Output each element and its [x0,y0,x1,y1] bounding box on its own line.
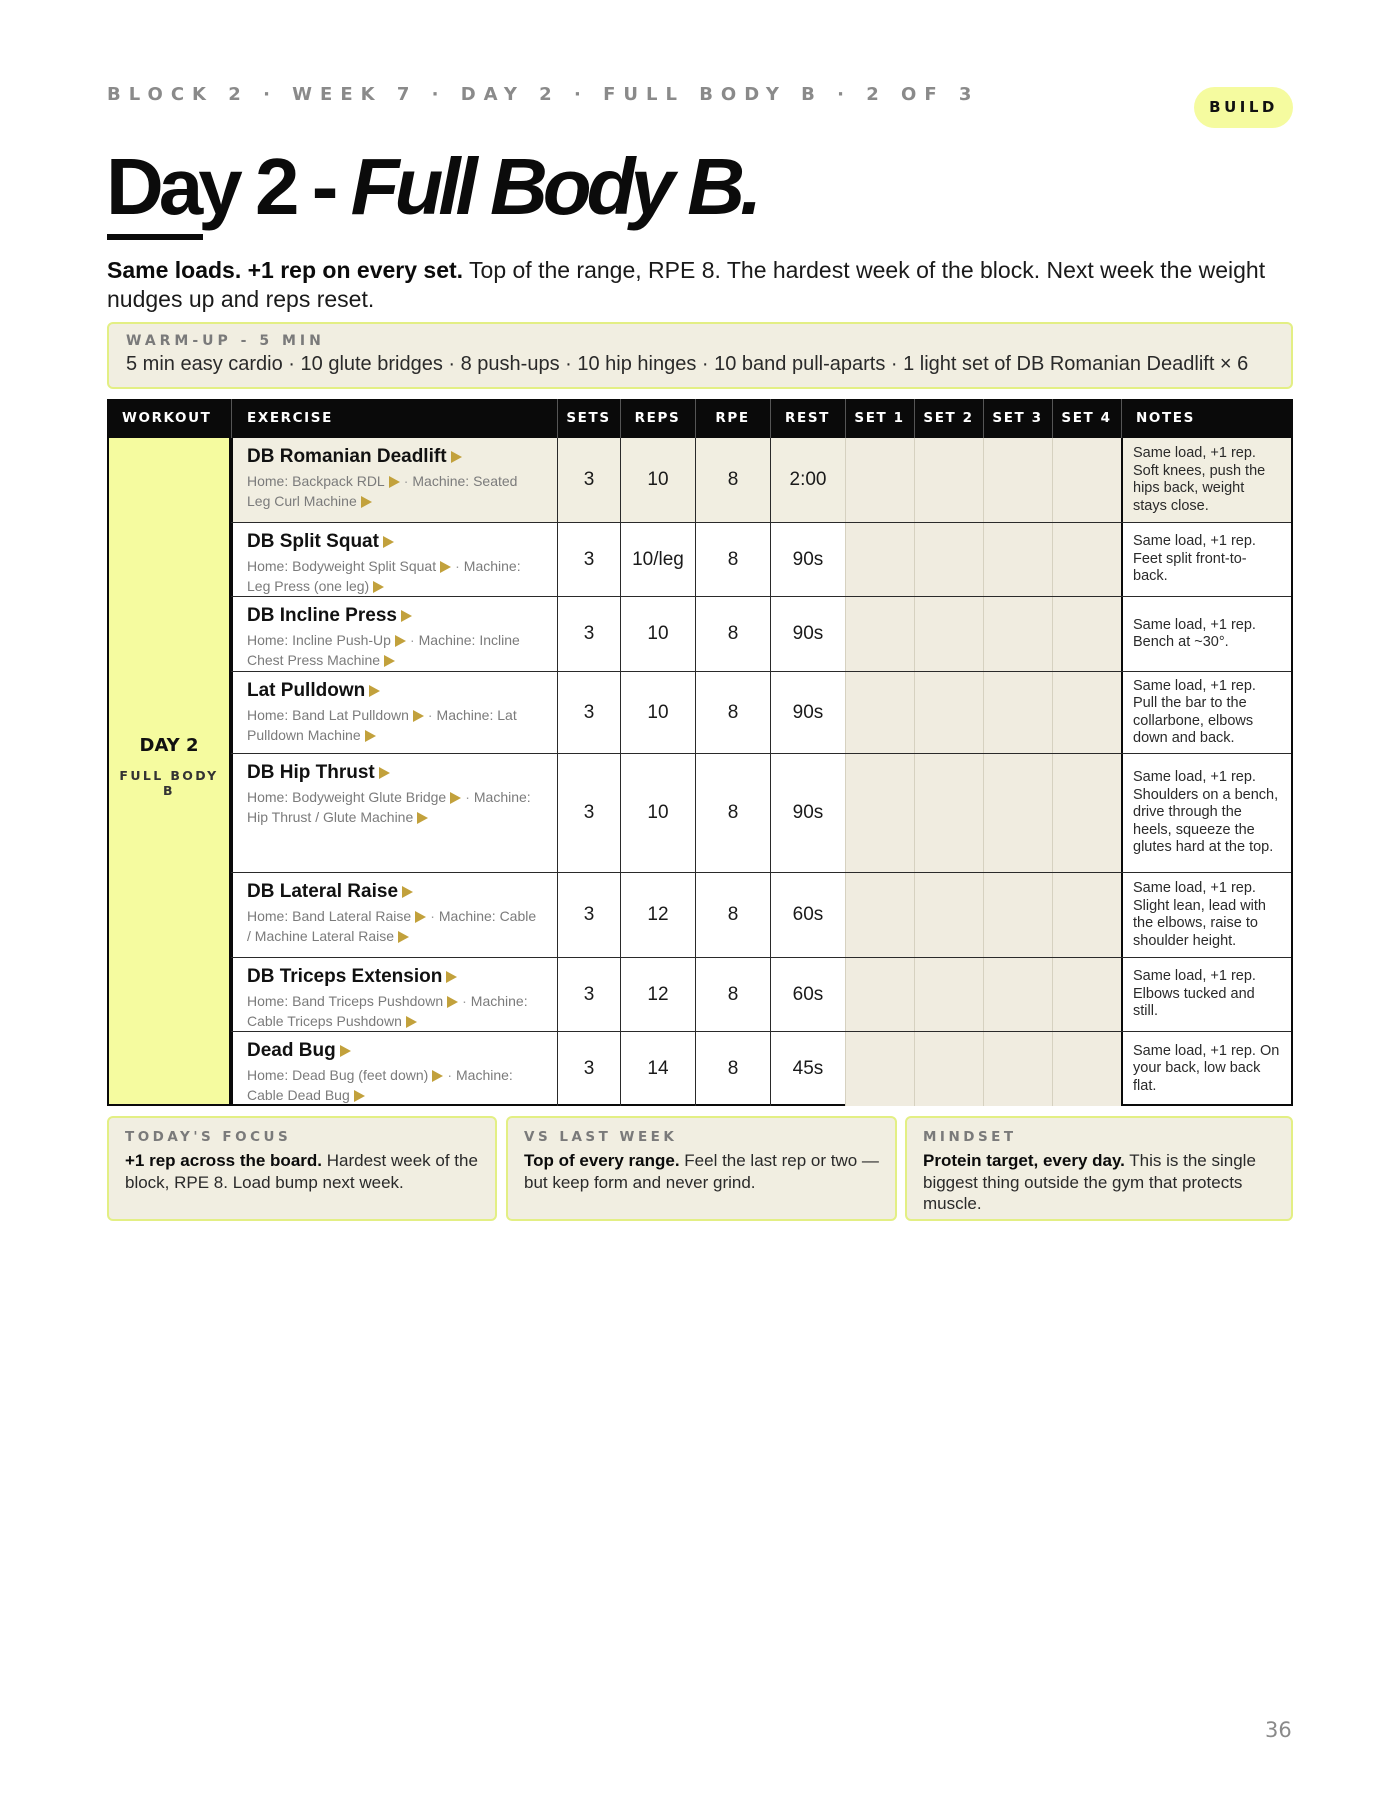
set1-input[interactable] [845,672,914,753]
play-icon[interactable] [447,996,458,1008]
table-row [231,523,1291,597]
card-text [125,1150,479,1193]
warmup-box [107,322,1293,389]
play-icon[interactable] [446,971,457,983]
play-icon[interactable] [379,767,390,779]
play-icon[interactable] [354,1090,365,1102]
notes-cell [1121,754,1291,872]
machine-alternative: Machine: Incline Chest Press Machine [247,632,520,668]
notes-text: Same load, +1 rep. Shoulders on a bench, drive through the heels, squeeze the glutes hard at the top. [1133,769,1279,856]
rest-cell: 90s [770,672,845,753]
exercise-cell [231,438,557,522]
play-icon[interactable] [373,581,384,593]
table-row [231,438,1291,523]
notes-text: Same load, +1 rep. Slight lean, lead with the elbows, raise to shoulder height. [1133,880,1266,949]
set2-input[interactable] [914,873,983,957]
title-plain: Day 2 - [106,142,351,231]
play-icon[interactable] [398,931,409,943]
exercise-name [247,445,543,469]
header-sets: SETS [566,410,611,426]
home-alternative: Home: Band Lat Pulldown [247,707,409,723]
sets-cell: 3 [557,438,620,522]
machine-alternative: Machine: Cable Triceps Pushdown [247,993,528,1029]
set4-input[interactable] [1052,523,1121,596]
page-title [106,143,757,231]
play-icon[interactable] [395,635,406,647]
exercise-name [247,530,543,554]
table-row [231,754,1291,873]
play-icon[interactable] [365,730,376,742]
reps-cell: 10 [620,438,695,522]
home-alternative: Home: Band Triceps Pushdown [247,993,444,1009]
reps-cell: 10/leg [620,523,695,596]
sets-cell: 3 [557,754,620,872]
exercise-alternatives: Home: Band Lat Pulldown · Machine: Lat Pulldown Machine [247,707,517,743]
play-icon[interactable] [361,496,372,508]
exercise-cell [231,672,557,753]
exercise-name [247,1039,543,1063]
header-set1: SET 1 [854,410,905,426]
exercise-cell [231,523,557,596]
reps-cell: 12 [620,873,695,957]
set4-input[interactable] [1052,672,1121,753]
exercise-name-text: DB Incline Press [247,605,397,626]
play-icon[interactable] [383,536,394,548]
intro-text [107,256,1297,314]
notes-cell [1121,873,1291,957]
machine-alternative: Machine: Hip Thrust / Glute Machine [247,789,531,825]
machine-alternative: Machine: Cable Dead Bug [247,1067,513,1103]
play-icon[interactable] [413,710,424,722]
exercise-cell [231,958,557,1031]
set3-input[interactable] [983,597,1052,671]
notes-cell [1121,672,1291,753]
notes-text: Same load, +1 rep. Soft knees, push the hips back, weight stays close. [1133,445,1266,514]
table-row [231,672,1291,754]
card-body: Hardest week of the block, RPE 8. Load bump next week. [125,1151,478,1192]
rest-cell: 90s [770,597,845,671]
set4-input[interactable] [1052,873,1121,957]
rest-cell: 90s [770,523,845,596]
exercise-alternatives: Home: Dead Bug (feet down) · Machine: Cable Dead Bug [247,1067,513,1103]
machine-alternative: Machine: Cable / Machine Lateral Raise [247,908,537,944]
play-icon[interactable] [406,1016,417,1028]
rest-cell: 45s [770,1032,845,1106]
play-icon[interactable] [451,451,462,463]
notes-text: Same load, +1 rep. On your back, low back flat. [1133,1042,1280,1094]
reps-cell: 10 [620,597,695,671]
play-icon[interactable] [369,685,380,697]
set4-input[interactable] [1052,438,1121,522]
exercise-name-text: DB Hip Thrust [247,762,375,783]
card-label: VS LAST WEEK [524,1129,678,1145]
card-bold: Protein target, every day. [923,1151,1125,1170]
status-badge: BUILD [1194,87,1293,128]
intro-bold: Same loads. +1 rep on every set. [107,257,464,283]
header-reps: REPS [634,410,681,426]
table-header [107,399,1293,438]
play-icon[interactable] [340,1045,351,1057]
set3-input[interactable] [983,523,1052,596]
reps-cell: 10 [620,672,695,753]
set1-input[interactable] [845,438,914,522]
exercise-alternatives: Home: Band Lateral Raise · Machine: Cable / Machine Lateral Raise [247,908,537,944]
exercise-name-text: Dead Bug [247,1040,336,1061]
exercise-name [247,604,543,628]
set4-input[interactable] [1052,1032,1121,1106]
exercise-cell [231,754,557,872]
exercise-name-text: DB Lateral Raise [247,881,399,902]
notes-cell [1121,523,1291,596]
home-alternative: Home: Band Lateral Raise [247,908,412,924]
play-icon[interactable] [432,1070,443,1082]
set4-input[interactable] [1052,958,1121,1031]
warmup-label: WARM-UP - 5 MIN [126,333,325,349]
table-row [231,597,1291,672]
set1-input[interactable] [845,523,914,596]
set3-input[interactable] [983,672,1052,753]
exercise-cell [231,1032,557,1106]
card-vs-last-week [506,1116,897,1221]
sets-cell: 3 [557,597,620,671]
card-text [524,1150,879,1193]
exercise-cell [231,597,557,671]
exercise-alternatives: Home: Bodyweight Split Squat · Machine: Leg Press (one leg) [247,558,521,594]
set3-input[interactable] [983,754,1052,872]
reps-cell: 12 [620,958,695,1031]
notes-cell [1121,597,1291,671]
intro-rest: Top of the range, RPE 8. The hardest week of the block. Next week the weight nudges up and reps reset. [107,257,1266,312]
notes-cell [1121,958,1291,1031]
set1-input[interactable] [845,754,914,872]
notes-text: Same load, +1 rep. Elbows tucked and still. [1133,968,1256,1020]
exercise-cell [231,873,557,957]
set1-input[interactable] [845,597,914,671]
rpe-cell: 8 [695,958,770,1031]
title-italic: Full Body B. [350,142,758,231]
header-rpe: RPE [715,410,750,426]
card-body: Feel the last rep or two — but keep form and never grind. [524,1151,879,1192]
play-icon[interactable] [417,812,428,824]
rpe-cell: 8 [695,873,770,957]
header-exercise: EXERCISE [247,410,333,426]
set2-input[interactable] [914,672,983,753]
header-rest: REST [785,410,830,426]
sets-cell: 3 [557,672,620,753]
rpe-cell: 8 [695,438,770,522]
exercise-name [247,761,543,785]
day-title: DAY 2 [139,735,199,756]
set3-input[interactable] [983,873,1052,957]
exercise-alternatives: Home: Bodyweight Glute Bridge · Machine: Hip Thrust / Glute Machine [247,789,531,825]
card-body: This is the single biggest thing outside the gym that protects muscle. [923,1151,1256,1213]
card-text [923,1150,1275,1215]
set2-input[interactable] [914,1032,983,1106]
set4-input[interactable] [1052,597,1121,671]
play-icon[interactable] [450,792,461,804]
exercise-name [247,679,543,703]
exercise-name [247,965,543,989]
warmup-text: 5 min easy cardio · 10 glute bridges · 8 push-ups · 10 hip hinges · 10 band pull-aparts · 1 light set of DB Romanian Deadlift × 6 [126,353,1249,375]
header-set3: SET 3 [992,410,1043,426]
rest-cell: 60s [770,958,845,1031]
sets-cell: 3 [557,958,620,1031]
exercise-name [247,880,543,904]
page-number: 36 [1265,1718,1292,1742]
play-icon[interactable] [401,610,412,622]
set1-input[interactable] [845,1032,914,1106]
reps-cell: 10 [620,754,695,872]
header-notes: NOTES [1136,410,1195,426]
sets-cell: 3 [557,523,620,596]
card-label: MINDSET [923,1129,1017,1145]
card-mindset [905,1116,1293,1221]
home-alternative: Home: Incline Push-Up [247,632,391,648]
exercise-name-text: DB Split Squat [247,531,379,552]
header-workout: WORKOUT [122,410,212,426]
rpe-cell: 8 [695,1032,770,1106]
notes-cell [1121,1032,1291,1106]
notes-cell [1121,438,1291,522]
set4-input[interactable] [1052,754,1121,872]
title-underline [107,234,203,240]
table-row [231,958,1291,1032]
table-row [231,873,1291,958]
play-icon[interactable] [384,655,395,667]
card-todays-focus [107,1116,497,1221]
set3-input[interactable] [983,958,1052,1031]
set1-input[interactable] [845,958,914,1031]
rpe-cell: 8 [695,672,770,753]
exercise-alternatives: Home: Incline Push-Up · Machine: Incline Chest Press Machine [247,632,520,668]
machine-alternative: Machine: Leg Press (one leg) [247,558,521,594]
notes-text: Same load, +1 rep. Feet split front-to-back. [1133,533,1256,585]
exercise-alternatives: Home: Band Triceps Pushdown · Machine: Cable Triceps Pushdown [247,993,528,1029]
play-icon[interactable] [389,476,400,488]
exercise-name-text: DB Romanian Deadlift [247,446,447,467]
exercise-alternatives: Home: Backpack RDL · Machine: Seated Leg Curl Machine [247,473,518,509]
card-label: TODAY'S FOCUS [125,1129,292,1145]
play-icon[interactable] [402,886,413,898]
header-set4: SET 4 [1061,410,1112,426]
machine-alternative: Machine: Lat Pulldown Machine [247,707,517,743]
workout-table [107,399,1293,1106]
set2-input[interactable] [914,958,983,1031]
rest-cell: 60s [770,873,845,957]
machine-alternative: Machine: Seated Leg Curl Machine [247,473,518,509]
table-row [231,1032,1291,1106]
set2-input[interactable] [914,438,983,522]
day-column [107,438,231,1106]
notes-text: Same load, +1 rep. Bench at ~30°. [1133,616,1256,650]
sets-cell: 3 [557,1032,620,1106]
set1-input[interactable] [845,873,914,957]
set2-input[interactable] [914,754,983,872]
home-alternative: Home: Bodyweight Split Squat [247,558,437,574]
sets-cell: 3 [557,873,620,957]
play-icon[interactable] [415,911,426,923]
home-alternative: Home: Backpack RDL [247,473,385,489]
header-set2: SET 2 [923,410,974,426]
exercise-name-text: DB Triceps Extension [247,966,443,987]
set3-input[interactable] [983,1032,1052,1106]
play-icon[interactable] [440,561,451,573]
rpe-cell: 8 [695,523,770,596]
set3-input[interactable] [983,438,1052,522]
home-alternative: Home: Dead Bug (feet down) [247,1067,429,1083]
rpe-cell: 8 [695,597,770,671]
rest-cell: 90s [770,754,845,872]
reps-cell: 14 [620,1032,695,1106]
notes-text: Same load, +1 rep. Pull the bar to the collarbone, elbows down and back. [1133,677,1256,746]
rest-cell: 2:00 [770,438,845,522]
rpe-cell: 8 [695,754,770,872]
day-subtitle: FULL BODY B [119,768,219,798]
home-alternative: Home: Bodyweight Glute Bridge [247,789,447,805]
set2-input[interactable] [914,597,983,671]
set2-input[interactable] [914,523,983,596]
kicker: BLOCK 2 · WEEK 7 · DAY 2 · FULL BODY B · 2 OF 3 [107,84,980,105]
card-bold: Top of every range. [524,1151,680,1170]
exercise-name-text: Lat Pulldown [247,680,366,701]
card-bold: +1 rep across the board. [125,1151,322,1170]
table-body [231,438,1293,1106]
